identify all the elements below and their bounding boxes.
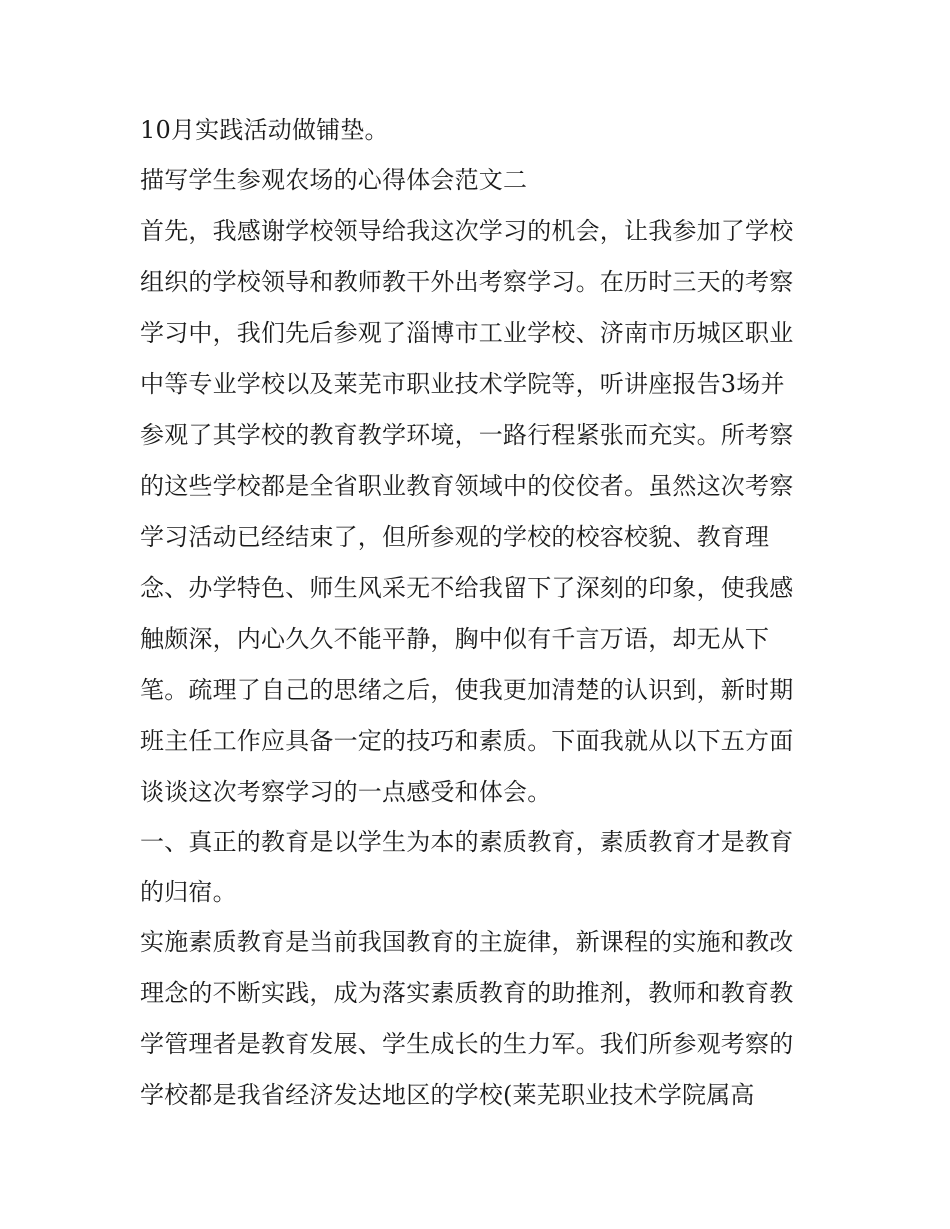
text-line-19: 学管理者是教育发展、学生成长的生力军。我们所参观考察的 xyxy=(140,1030,794,1058)
text-line-6: 中等专业学校以及莱芜市职业技术学院等，听讲座报告3场并 xyxy=(140,370,785,398)
text-line-11: 触颇深，内心久久不能平静，胸中似有千言万语，却无从下 xyxy=(140,625,770,653)
subheading-line-1: 一、真正的教育是以学生为本的素质教育，素质教育才是教育 xyxy=(140,828,794,856)
text-line-3: 首先，我感谢学校领导给我这次学习的机会，让我参加了学校 xyxy=(140,217,794,245)
text-line-7: 参观了其学校的教育教学环境，一路行程紧张而充实。所考察 xyxy=(140,421,794,449)
text-line-13: 班主任工作应具备一定的技巧和素质。下面我就从以下五方面 xyxy=(140,727,794,755)
text-line-4: 组织的学校领导和教师教干外出考察学习。在历时三天的考察 xyxy=(140,268,794,296)
text-line-8: 的这些学校都是全省职业教育领域中的佼佼者。虽然这次考察 xyxy=(140,472,794,500)
text-line-14: 谈谈这次考察学习的一点感受和体会。 xyxy=(140,778,552,806)
text-line-1: 10月实践活动做铺垫。 xyxy=(140,116,389,144)
text-line-18: 理念的不断实践，成为落实素质教育的助推剂，教师和教育教 xyxy=(140,979,794,1007)
subheading-line-2: 的归宿。 xyxy=(140,878,237,906)
text-line-12: 笔。疏理了自己的思绪之后，使我更加清楚的认识到，新时期 xyxy=(140,676,794,704)
section-heading: 描写学生参观农场的心得体会范文二 xyxy=(140,166,528,194)
text-line-10: 念、办学特色、师生风采无不给我留下了深刻的印象，使我感 xyxy=(140,574,794,602)
text-line-17: 实施素质教育是当前我国教育的主旋律，新课程的实施和教改 xyxy=(140,928,794,956)
text-line-9: 学习活动已经结束了，但所参观的学校的校容校貌、教育理 xyxy=(140,523,770,551)
text-line-20: 学校都是我省经济发达地区的学校(莱芜职业技术学院属高 xyxy=(140,1081,755,1109)
text-line-5: 学习中，我们先后参观了淄博市工业学校、济南市历城区职业 xyxy=(140,319,794,347)
